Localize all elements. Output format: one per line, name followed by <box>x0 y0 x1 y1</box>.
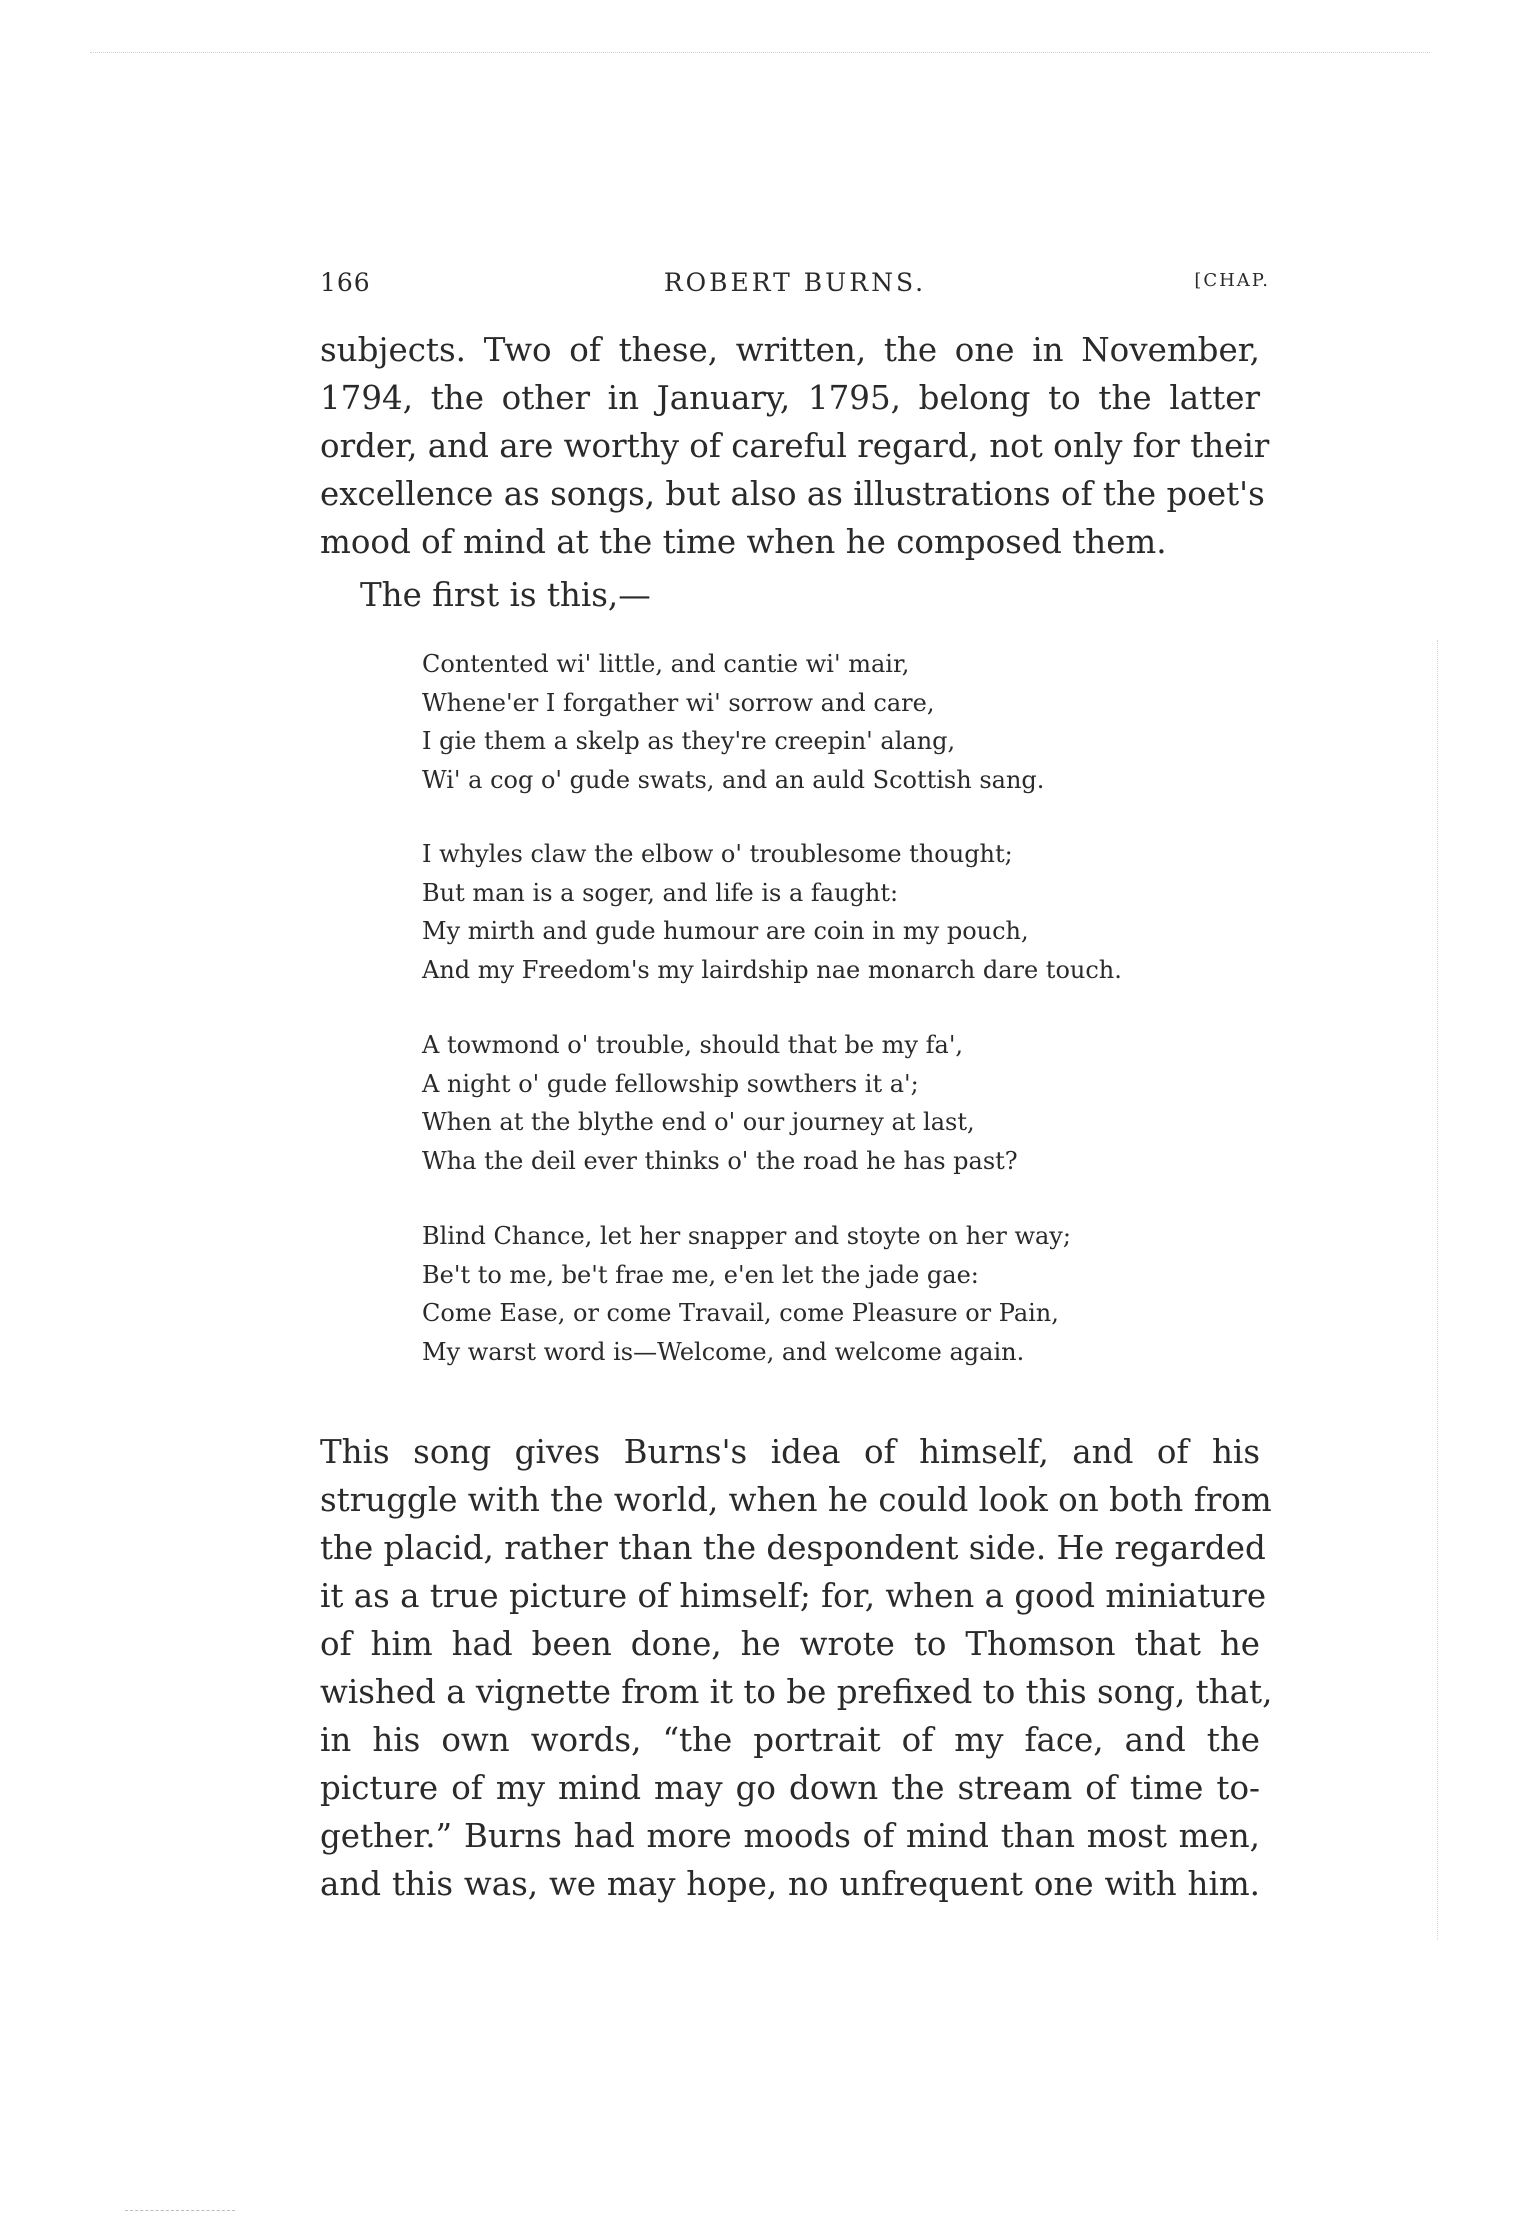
text-line: excellence as songs, but also as illustrations of the poet's <box>320 475 1265 513</box>
text-line: This song gives Burns's idea of himself, and of his <box>320 1433 1260 1471</box>
poem-verse: My mirth and gude humour are coin in my pouch, <box>422 917 1029 945</box>
text-line: wished a vignette from it to be prefixed to this song, that, <box>320 1673 1273 1711</box>
paragraph-2 <box>320 1428 1273 1908</box>
poem-intro: The first is this,— <box>360 576 651 614</box>
text-line: in his own words, “the portrait of my face, and the <box>320 1721 1260 1759</box>
chapter-label: [CHAP. <box>1194 270 1270 291</box>
text-line: subjects. Two of these, written, the one in November, <box>320 331 1260 369</box>
poem-verse: And my Freedom's my lairdship nae monarch dare touch. <box>422 955 1122 984</box>
text-line: and this was, we may hope, no unfrequent one with him. <box>320 1865 1260 1903</box>
poem-verse: I whyles claw the elbow o' troublesome thought; <box>422 840 1013 868</box>
page-number: 166 <box>320 268 371 297</box>
poem-verse: Whene'er I forgather wi' sorrow and care, <box>422 688 935 717</box>
paragraph-1 <box>320 326 1270 566</box>
poem-verse: Wha the deil ever thinks o' the road he has past? <box>422 1146 1018 1175</box>
poem-stanza-1 <box>422 645 1222 799</box>
text-line: gether.” Burns had more moods of mind than most men, <box>320 1817 1260 1855</box>
text-line: the placid, rather than the despondent side. He regarded <box>320 1529 1266 1567</box>
poem-verse: Wi' a cog o' gude swats, and an auld Scottish sang. <box>422 765 1045 794</box>
poem-stanza-3 <box>422 1026 1222 1180</box>
poem-stanza-2 <box>422 835 1222 989</box>
page-header <box>320 268 1270 308</box>
text-line: of him had been done, he wrote to Thomson that he <box>320 1625 1260 1663</box>
text-line: mood of mind at the time when he composed them. <box>320 523 1167 561</box>
poem-verse: Come Ease, or come Travail, come Pleasure or Pain, <box>422 1299 1059 1327</box>
poem-verse: I gie them a skelp as they're creepin' alang, <box>422 727 956 755</box>
text-line: it as a true picture of himself; for, when a good miniature <box>320 1577 1267 1615</box>
poem-verse: Contented wi' little, and cantie wi' mair, <box>422 650 910 678</box>
text-line: struggle with the world, when he could look on both from <box>320 1481 1272 1519</box>
text-line: picture of my mind may go down the stream of time to- <box>320 1769 1260 1807</box>
poem-verse: Be't to me, be't frae me, e'en let the jade gae: <box>422 1260 979 1289</box>
poem-stanza-4 <box>422 1217 1222 1371</box>
text-line: 1794, the other in January, 1795, belong to the latter <box>320 379 1260 417</box>
text-line: order, and are worthy of careful regard, not only for their <box>320 427 1270 465</box>
poem-verse: A night o' gude fellowship sowthers it a'; <box>422 1069 919 1098</box>
poem-verse: My warst word is—Welcome, and welcome again. <box>422 1337 1025 1366</box>
scan-edge-dots <box>1437 640 1439 1940</box>
poem-verse: Blind Chance, let her snapper and stoyte on her way; <box>422 1222 1071 1250</box>
scan-edge-line <box>90 52 1430 54</box>
poem-verse: When at the blythe end o' our journey at last, <box>422 1108 975 1136</box>
poem-verse: A towmond o' trouble, should that be my fa', <box>422 1031 964 1059</box>
scan-footer-mark <box>125 2210 235 2212</box>
running-title: ROBERT BURNS. <box>663 268 927 297</box>
poem-verse: But man is a soger, and life is a faught: <box>422 878 899 907</box>
